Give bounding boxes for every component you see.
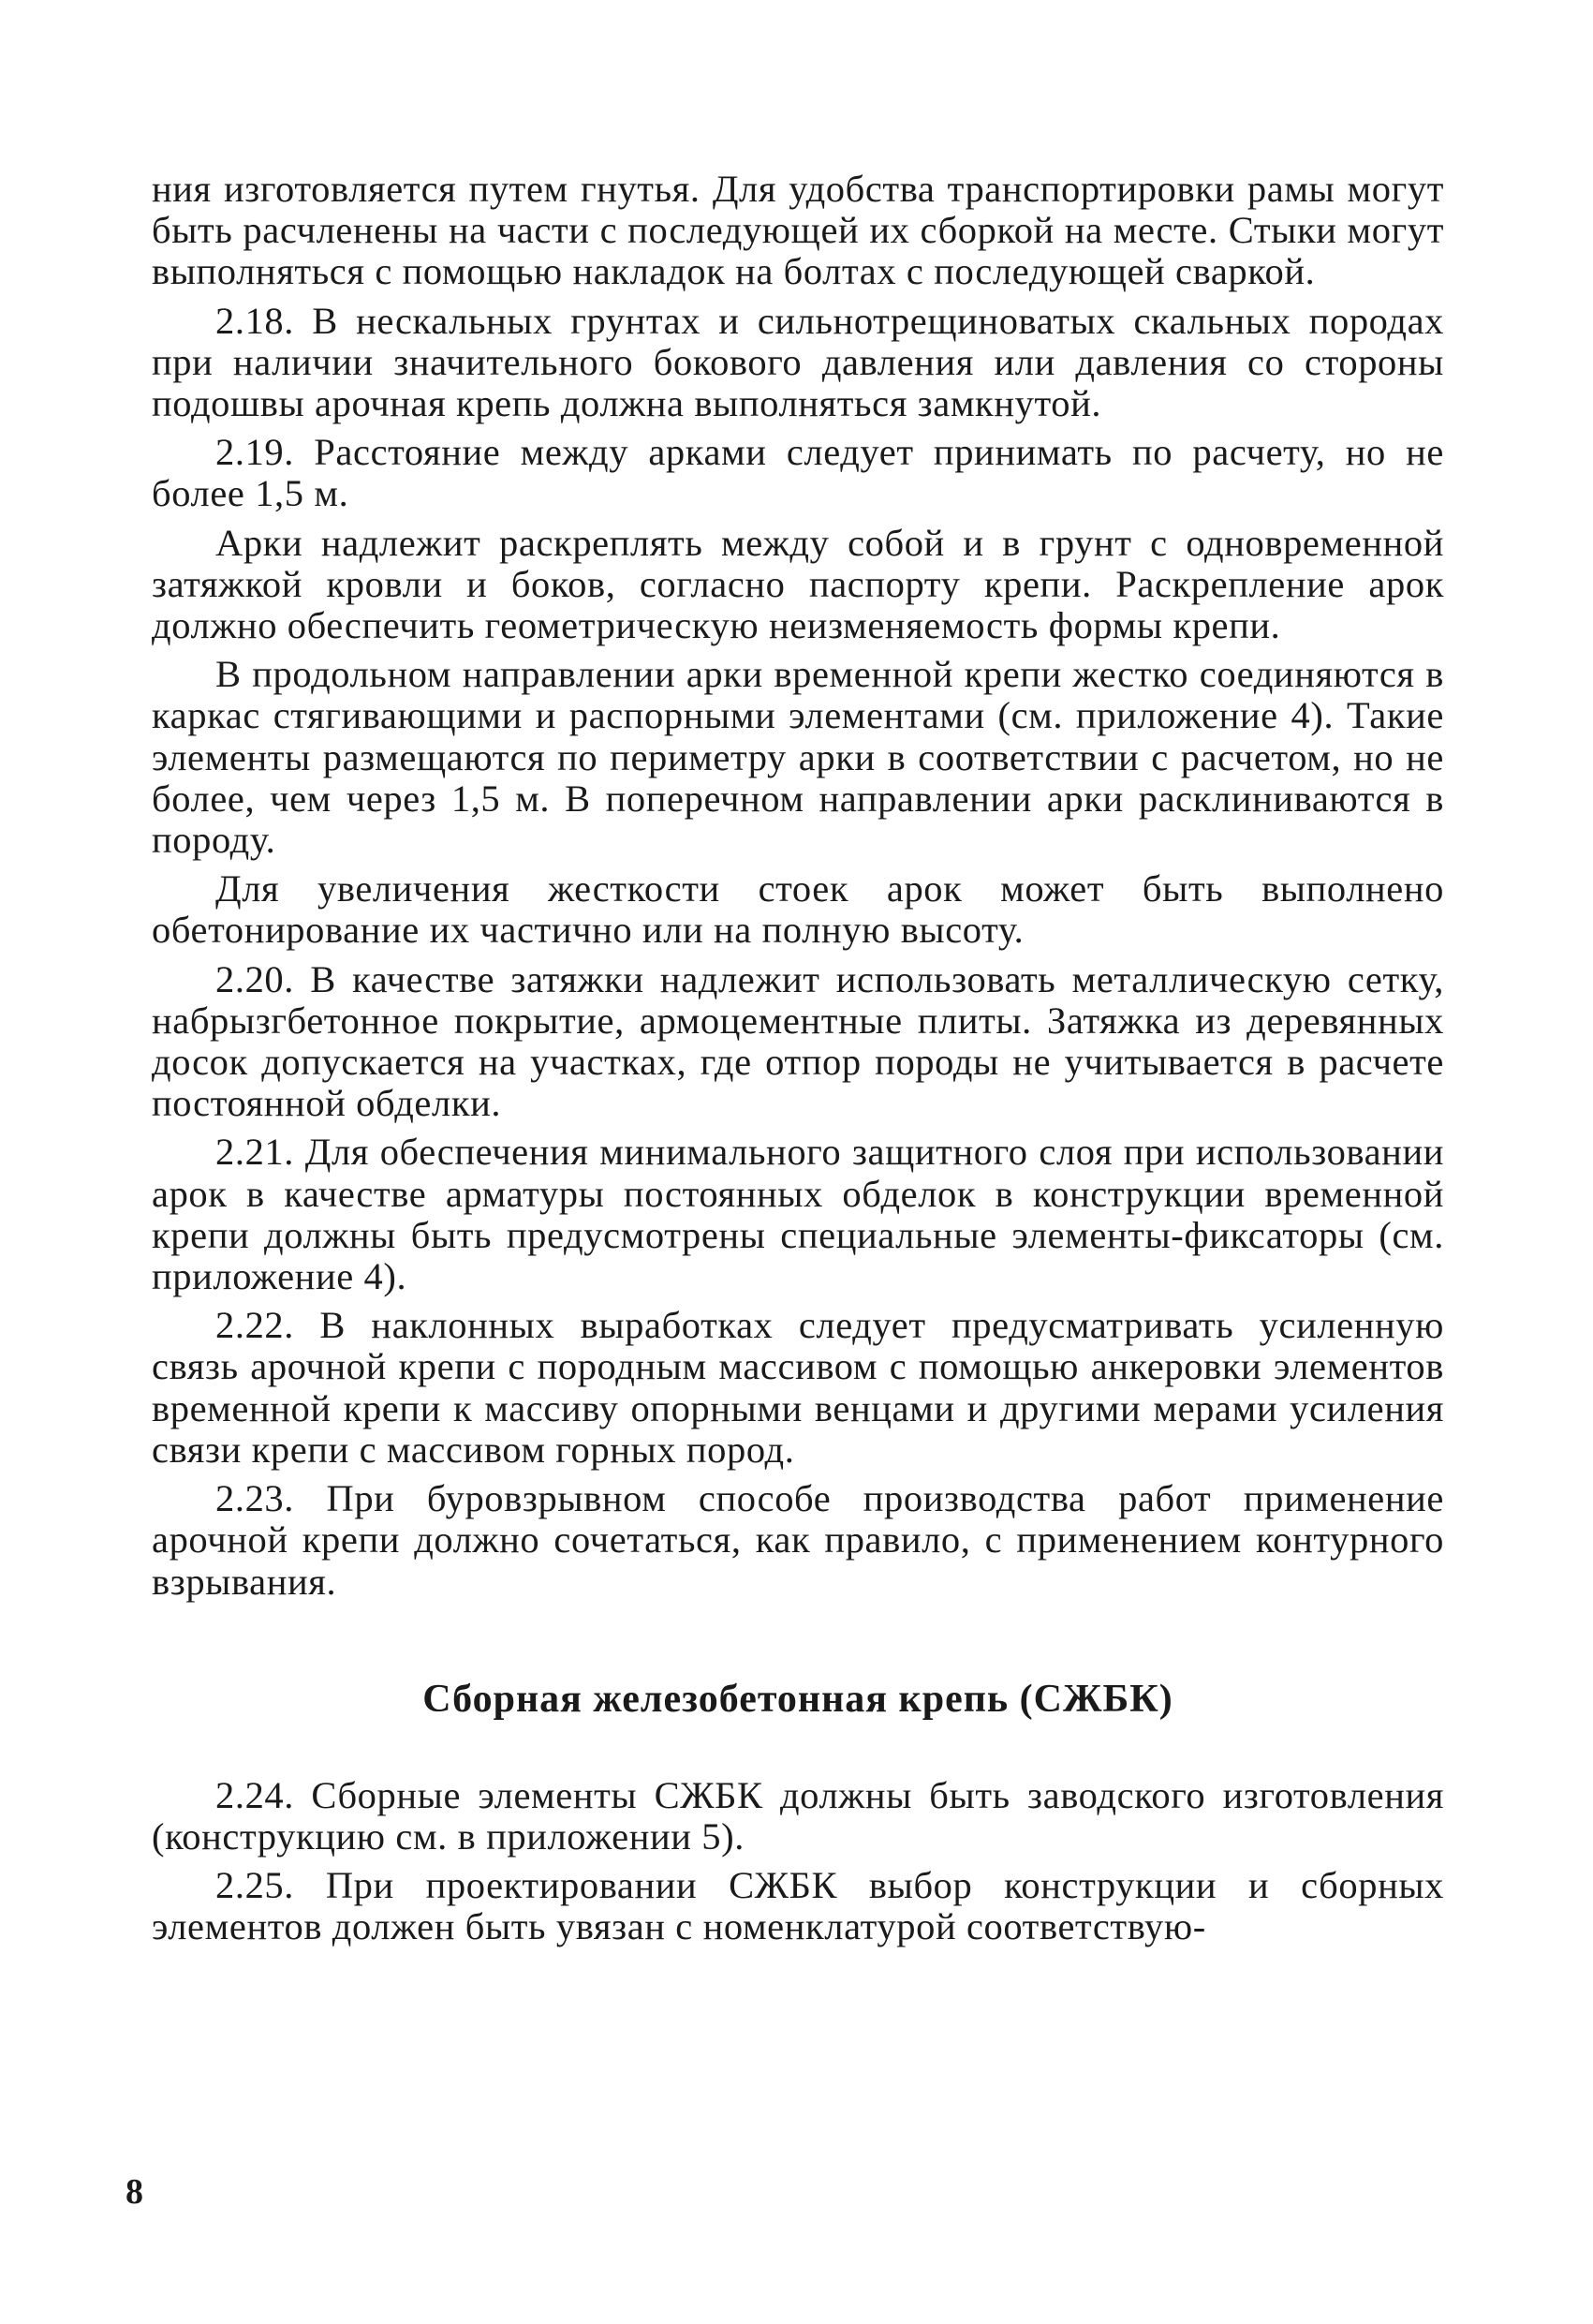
paragraph-2-22: 2.22. В наклонных выработках следует предусматривать усиленную связь арочной крепи с породным массивом с помощью анкеровки элементов временной крепи к массиву опорными венцами и другими мерами усиления связи крепи с массивом горных пород.: [152, 1304, 1444, 1471]
paragraph-longitudinal-direction: В продольном направлении арки временной крепи жестко соединяются в каркас стягивающими и распорными элементами (см. приложение 4). Такие элементы размещаются по периметру арки в соответствии с расчетом, но не более, чем через 1,5 м. В поперечном направлении арки расклиниваются в породу.: [152, 653, 1444, 862]
paragraph-arches-bracing: Арки надлежит раскреплять между собой и в грунт с одновременной затяжкой кровли и боков, согласно паспорту крепи. Раскрепление арок должно обеспечить геометрическую неизменяемость формы крепи.: [152, 521, 1444, 647]
section-heading: Сборная железобетонная крепь (СЖБК): [422, 1677, 1173, 1721]
document-page: [152, 169, 1444, 1956]
paragraph-continuation: ния изготовляется путем гнутья. Для удобства транспортировки рамы могут быть расчленены на части с последующей их сборкой на месте. Стыки могут выполняться с помощью накладок на болтах с последующей сваркой.: [152, 168, 1444, 293]
paragraph-2-24: 2.24. Сборные элементы СЖБК должны быть заводского изготовления (конструкцию см. в приложении 5).: [152, 1773, 1444, 1858]
paragraph-2-21: 2.21. Для обеспечения минимального защитного слоя при использовании арок в качестве арматуры постоянных обделок в конструкции временной крепи должны быть предусмотрены специальные элементы-фиксаторы (см. приложение 4).: [152, 1131, 1444, 1298]
paragraph-2-19: 2.19. Расстояние между арками следует принимать по расчету, но не более 1,5 м.: [152, 431, 1444, 515]
paragraph-2-23: 2.23. При буровзрывном способе производства работ применение арочной крепи должно сочетаться, как правило, с применением контурного взрывания.: [152, 1477, 1444, 1603]
paragraph-stiffness: Для увеличения жесткости стоек арок может быть выполнено обетонирование их частично или на полную высоту.: [152, 867, 1444, 952]
paragraph-2-20: 2.20. В качестве затяжки надлежит использовать металлическую сетку, набрызгбетонное покрытие, армоцементные плиты. Затяжка из деревянных досок допускается на участках, где отпор породы не учитывается в расчете постоянной обделки.: [152, 957, 1444, 1125]
paragraph-2-18: 2.18. В нескальных грунтах и сильнотрещиноватых скальных породах при наличии значительного бокового давления или давления со стороны подошвы арочная крепь должна выполняться замкнутой.: [152, 299, 1444, 425]
page-number: 8: [125, 2172, 143, 2212]
paragraph-2-25: 2.25. При проектировании СЖБК выбор конструкции и сборных элементов должен быть увязан с номенклатурой соответствую-: [152, 1864, 1444, 1948]
